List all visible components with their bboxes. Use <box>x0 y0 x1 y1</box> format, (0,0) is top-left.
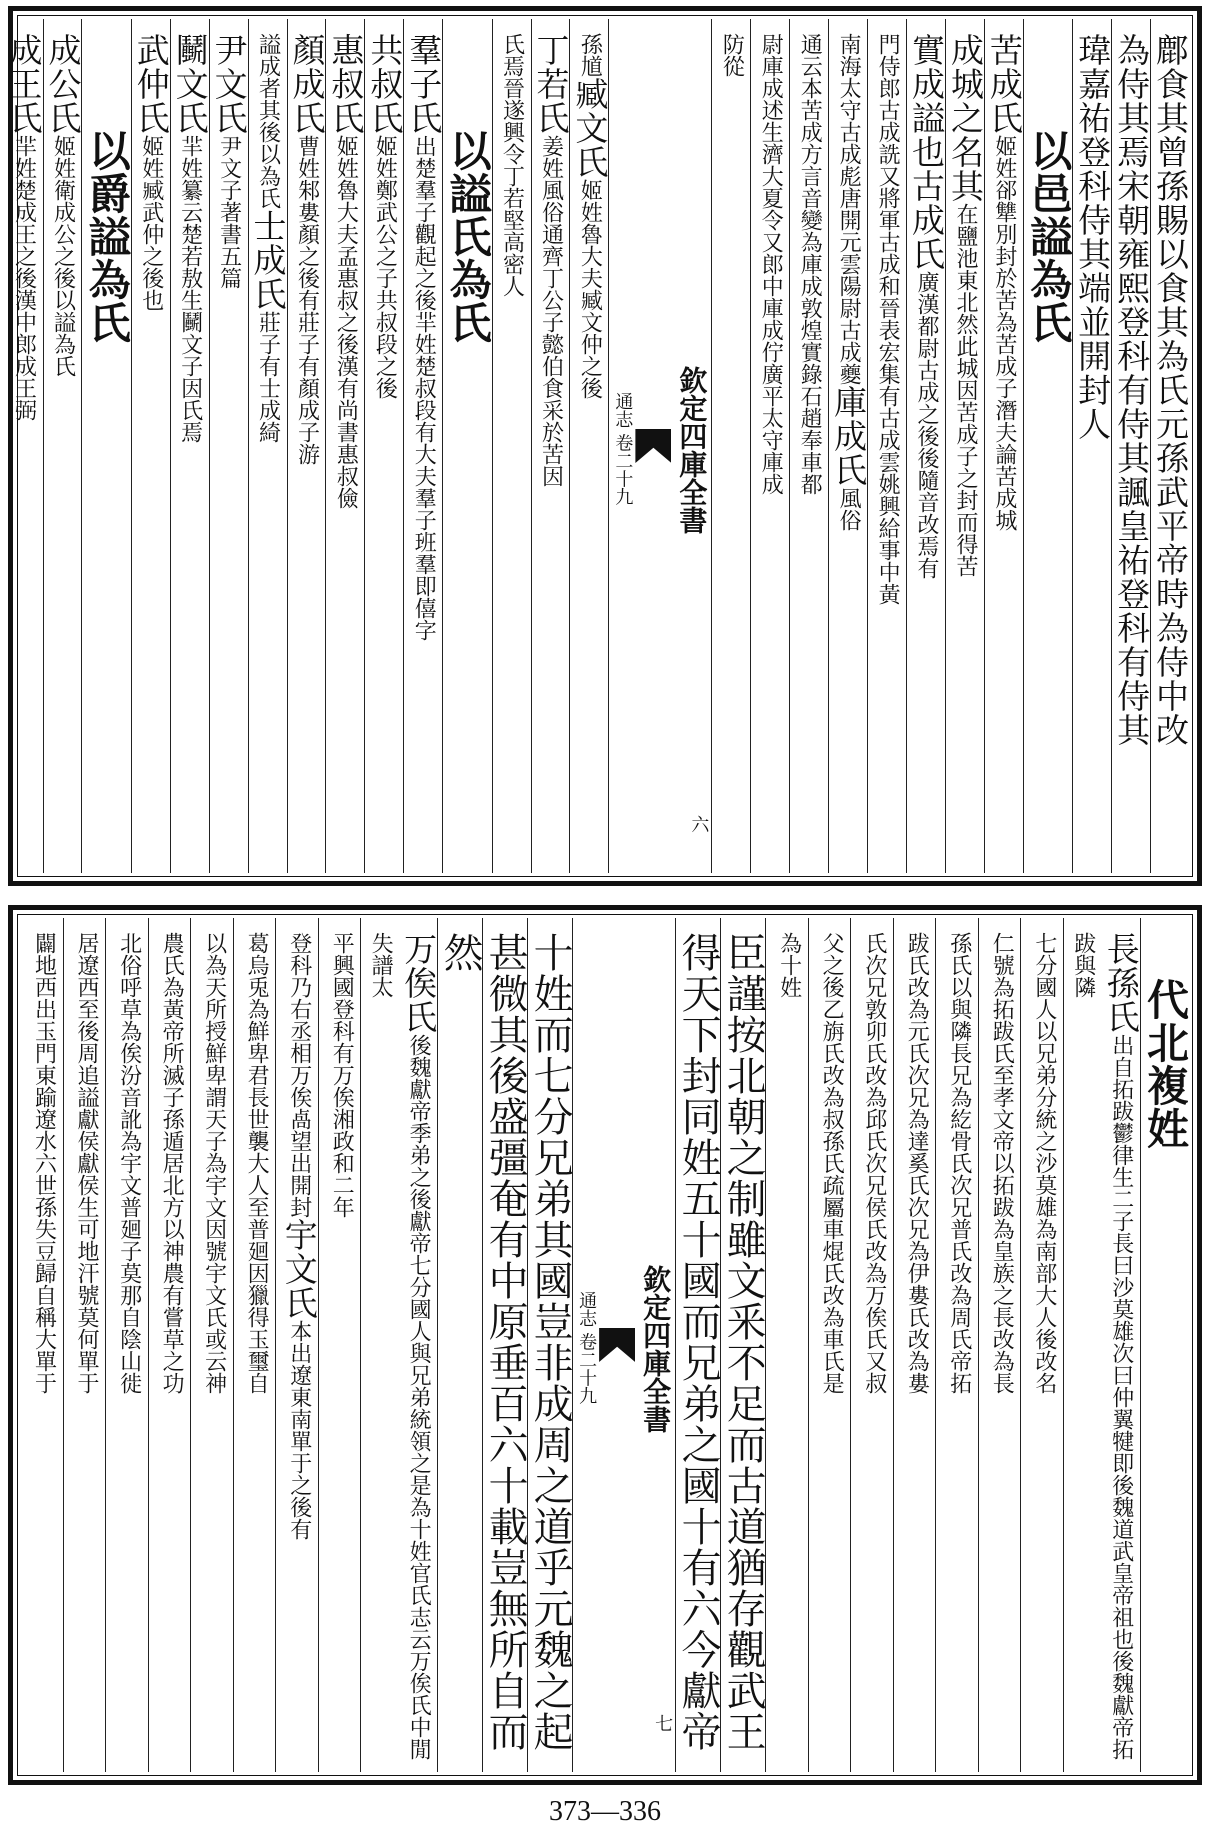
text-column: 孫馗臧文氏姬姓魯大夫臧文仲之後 <box>569 19 608 873</box>
text-column: 尉庫成述生濟大夏令又郎中庫成佇廣平太守庫成 <box>750 19 789 873</box>
commentary-column: 得天下封同姓五十國而兄弟之國十有六今獻帝 <box>675 918 720 1772</box>
text-column: 北俗呼草為俟汾音訛為宇文普廻子莫那自陰山徙 <box>105 918 148 1772</box>
section-label: 通志 卷二十九 <box>612 392 634 506</box>
text-column: 氏次兄敦卯氏改為邱氏次兄侯氏改為万俟氏又叔 <box>850 918 893 1772</box>
section-heading: 以邑謚為氏 <box>1023 19 1072 873</box>
text-column: 氏焉晉遂興令丁若堅高密人 <box>492 19 531 873</box>
book-title: 欽定四庫全書 <box>639 1265 673 1433</box>
center-fold <box>608 19 711 873</box>
text-column: 成城之名其在鹽池東北然此城因苦成子之封而得苦 <box>945 19 984 873</box>
commentary-column: 然 <box>437 918 482 1772</box>
text-column: 通云本苦成方言音變為庫成敦煌實錄石趙奉車都 <box>789 19 828 873</box>
text-column: 謚成者其後以為氏士成氏莊子有士成綺 <box>248 19 287 873</box>
text-column: 居遼西至後周追謚獻侯獻侯生可地汗號莫何單于 <box>63 918 106 1772</box>
section-heading: 以謚氏為氏 <box>442 19 491 873</box>
text-column: 葛烏兎為鮮卑君長世襲大人至普廻因獵得玉璽自 <box>233 918 276 1772</box>
text-column: 鄜食其曾孫賜以食其為氏元孫武平帝時為侍中改 <box>1150 19 1189 873</box>
text-column: 防從 <box>711 19 750 873</box>
section-heading: 以爵謚為氏 <box>81 19 130 873</box>
text-column: 門侍郎古成詵又將軍古成和晉表宏集有古成雲姚興給事中黃 <box>867 19 906 873</box>
text-column: 苦成氏姬姓郤犨別封於苦為苦成子潛夫論苦成城 <box>984 19 1023 873</box>
section-heading: 代北複姓 <box>1140 918 1189 1772</box>
text-column: 万俟氏後魏獻帝季弟之後獻帝七分國人與兄弟統領之是為十姓官氏志云万俟氏中閒失譜太 <box>360 918 437 1772</box>
commentary-column: 甚微其後盛彊奄有中原垂百六十載豈無所自而 <box>482 918 527 1772</box>
text-column: 跋氏改為元氏次兄為達奚氏次兄為伊婁氏改為婁 <box>893 918 936 1772</box>
text-column: 丁若氏姜姓風俗通齊丁公子懿伯食采於苦因 <box>531 19 570 873</box>
page-number: 六 <box>688 815 710 833</box>
text-column: 仁號為拓跋氏至孝文帝以拓跋為皇族之長改為長 <box>978 918 1021 1772</box>
center-fold <box>572 918 675 1772</box>
text-column: 七分國人以兄弟分統之沙莫雄為南部大人後改名 <box>1020 918 1063 1772</box>
text-column: 成公氏姬姓衛成公之後以謚為氏 <box>43 19 82 873</box>
section-label: 通志 卷二十九 <box>576 1291 598 1405</box>
commentary-column: 十姓而七分兄弟其國豈非成周之道乎元魏之起 <box>527 918 572 1772</box>
commentary-column: 臣謹按北朝之制雖文釆不足而古道猶存觀武王 <box>720 918 765 1772</box>
book-title: 欽定四庫全書 <box>675 366 709 534</box>
text-column: 成王氏羋姓楚成王之後漢中郎成王弼 <box>4 33 44 421</box>
text-column: 瑋嘉祐登科侍其端並開封人 <box>1072 19 1111 873</box>
text-column: 平興國登科有万俟湘政和二年 <box>318 918 361 1772</box>
text-column: 實成謚也古成氏廣漢都尉古成之後後隨音改焉有 <box>906 19 945 873</box>
fish-tail-icon <box>599 1328 635 1362</box>
page-footer-number: 373—336 <box>549 1796 661 1827</box>
text-column: 顏成氏曹姓邾婁顏之後有莊子有顏成子游 <box>287 19 326 873</box>
text-column: 鬭文氏羋姓纂云楚若敖生鬭文子因氏焉 <box>170 19 209 873</box>
text-column: 孫氏以與隣長兄為紇骨氏次兄普氏改為周氏帝拓 <box>935 918 978 1772</box>
lower-columns <box>21 918 1189 1772</box>
text-column: 共叔氏姬姓鄭武公之子共叔段之後 <box>364 19 403 873</box>
text-column: 武仲氏姬姓臧武仲之後也 <box>131 19 170 873</box>
fish-tail-icon <box>635 429 671 463</box>
text-column: 惠叔氏姬姓魯大夫孟惠叔之後漢有尚書惠叔儉 <box>325 19 364 873</box>
text-column: 南海太守古成彪唐開元雲陽尉古成夔庫成氏風俗 <box>828 19 867 873</box>
text-column: 長孫氏出自拓跋鬱律生二子長曰沙莫雄次曰仲翼犍即後魏道武皇帝祖也後魏獻帝拓跋與隣 <box>1063 918 1140 1772</box>
text-column: 尹文氏尹文子著書五篇 <box>209 19 248 873</box>
text-column: 農氏為黃帝所滅子孫遁居北方以神農有嘗草之功 <box>148 918 191 1772</box>
lower-page <box>8 905 1202 1785</box>
text-column: 以為天所授鮮卑謂天子為宇文因號宇文氏或云神 <box>190 918 233 1772</box>
text-column: 父之後乙旃氏改為叔孫氏疏屬車焜氏改為車氏是 <box>808 918 851 1772</box>
page-number: 七 <box>652 1714 674 1732</box>
text-column: 登科乃右丞相万俟卨望出開封宇文氏本出遼東南單于之後有 <box>275 918 318 1772</box>
text-column: 闢地西出玉門東踰遼水六世孫失豆歸自稱大單于 <box>31 932 57 1394</box>
upper-columns <box>4 19 1190 873</box>
text-column: 羣子氏出楚羣子觀起之後羋姓楚叔段有大夫羣子班羣即僖字 <box>403 19 442 873</box>
upper-page <box>4 6 1202 886</box>
text-column: 為十姓 <box>765 918 808 1772</box>
text-column: 為侍其焉宋朝雍熙登科有侍其諷皇祐登科有侍其 <box>1111 19 1150 873</box>
